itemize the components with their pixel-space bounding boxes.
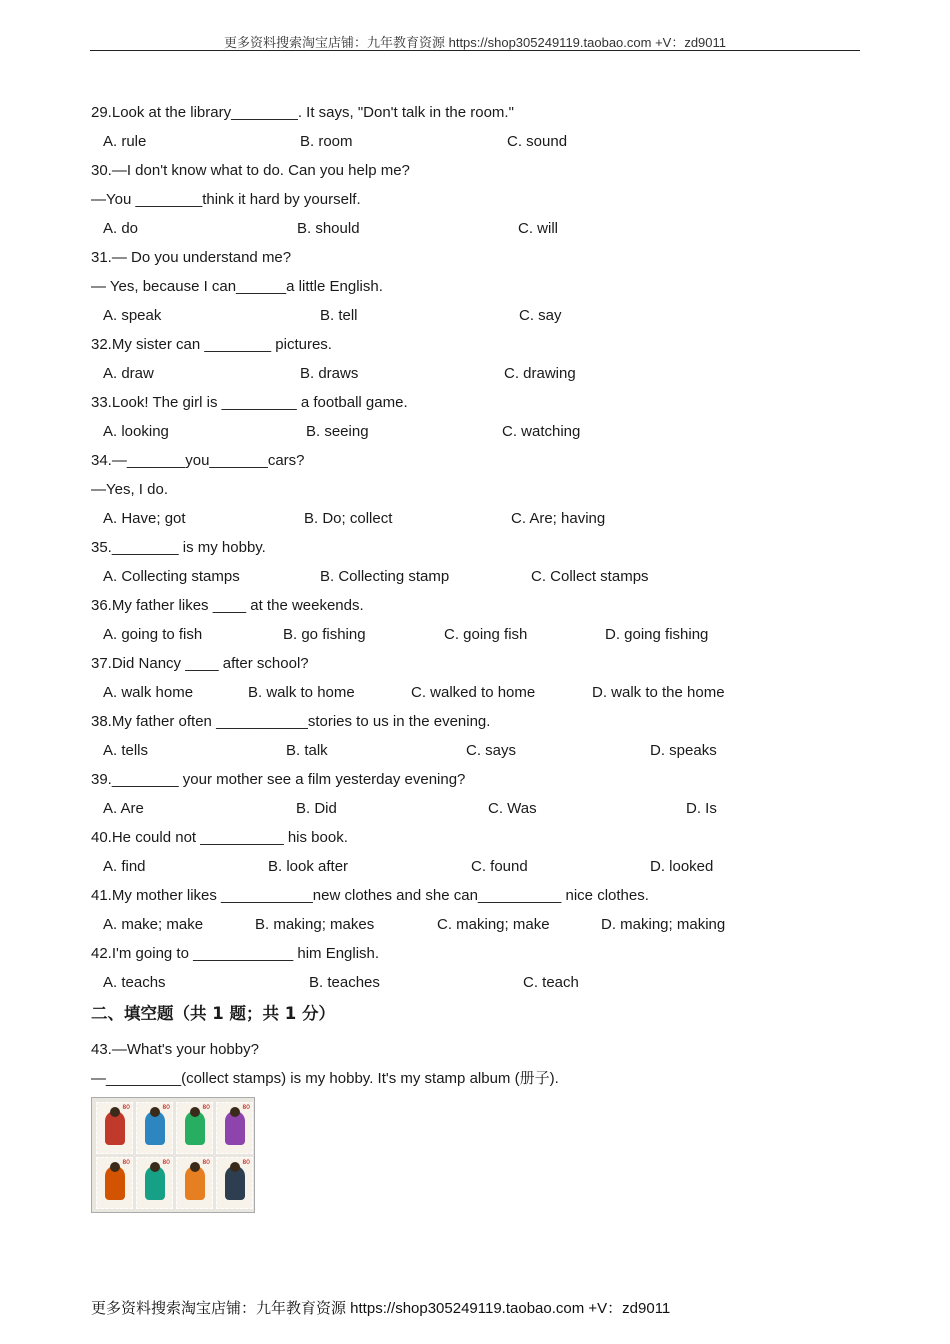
question-36-option-a[interactable]: A. going to fish [103, 626, 203, 643]
question-34-line-2: —Yes, I do. [91, 481, 168, 498]
question-41-option-a[interactable]: A. make; make [103, 916, 204, 933]
stamp-value-label: 80 [242, 1104, 250, 1111]
question-34-option-a[interactable]: A. Have; got [103, 510, 186, 527]
question-33-options [91, 417, 871, 446]
question-31-option-a[interactable]: A. speak [103, 307, 162, 324]
question-38-option-d[interactable]: D. speaks [650, 742, 717, 759]
question-34-option-b[interactable]: B. Do; collect [304, 510, 393, 527]
question-list [91, 98, 871, 1213]
question-42-option-b[interactable]: B. teaches [309, 974, 380, 991]
question-40-option-c[interactable]: C. found [471, 858, 528, 875]
question-31-option-c[interactable]: C. say [519, 307, 562, 324]
stamp-dancer-head [230, 1107, 240, 1117]
stamp-value-label: 80 [122, 1159, 130, 1166]
question-43-line-2: —_________(collect stamps) is my hobby. It's my stamp album (册子). [91, 1070, 559, 1087]
question-36-option-c[interactable]: C. going fish [444, 626, 528, 643]
question-35-option-a[interactable]: A. Collecting stamps [103, 568, 240, 585]
question-42-options [91, 968, 871, 997]
stamp-dancer-head [110, 1107, 120, 1117]
question-38-options [91, 736, 871, 765]
stamp-value-label: 80 [162, 1104, 170, 1111]
question-40-option-a[interactable]: A. find [103, 858, 146, 875]
question-35-option-c[interactable]: C. Collect stamps [531, 568, 649, 585]
question-35-line-1: 35.________ is my hobby. [91, 539, 266, 556]
question-32-option-b[interactable]: B. draws [300, 365, 359, 382]
question-41-line-1: 41.My mother likes ___________new clothes and she can__________ nice clothes. [91, 887, 649, 904]
stamp-2 [136, 1102, 173, 1154]
stamp-1 [96, 1102, 133, 1154]
question-36-option-d[interactable]: D. going fishing [605, 626, 709, 643]
question-36-options [91, 620, 871, 649]
stamp-5 [96, 1157, 133, 1209]
stamp-4 [216, 1102, 253, 1154]
question-29-line-1: 29.Look at the library________. It says, "Don't talk in the room." [91, 104, 514, 121]
question-41-option-b[interactable]: B. making; makes [255, 916, 375, 933]
question-38-option-a[interactable]: A. tells [103, 742, 149, 759]
question-32-option-a[interactable]: A. draw [103, 365, 154, 382]
question-37-options [91, 678, 871, 707]
question-34-options [91, 504, 871, 533]
question-34-line-1: 34.—_______you_______cars? [91, 452, 305, 469]
stamp-value-label: 80 [202, 1104, 210, 1111]
stamp-dancer-head [230, 1162, 240, 1172]
question-42-line-1: 42.I'm going to ____________ him English. [91, 945, 380, 962]
question-39-options [91, 794, 871, 823]
question-40-line-1: 40.He could not __________ his book. [91, 829, 348, 846]
question-30-options [91, 214, 871, 243]
page-header: 更多资料搜索淘宝店铺：九年教育资源 https://shop305249119.taobao.com +V：zd9011 [223, 35, 727, 50]
question-39-option-b[interactable]: B. Did [296, 800, 337, 817]
question-37-option-b[interactable]: B. walk to home [248, 684, 355, 701]
question-39-option-d[interactable]: D. Is [686, 800, 717, 817]
question-42-option-c[interactable]: C. teach [523, 974, 579, 991]
question-39-option-c[interactable]: C. Was [488, 800, 537, 817]
stamp-value-label: 80 [202, 1159, 210, 1166]
question-35-options [91, 562, 871, 591]
section-title: 二、填空题（共 1 题；共 1 分） [91, 1004, 335, 1023]
stamp-album-image [91, 1097, 255, 1213]
question-29-option-a[interactable]: A. rule [103, 133, 147, 150]
question-36-option-b[interactable]: B. go fishing [283, 626, 366, 643]
stamp-dancer-head [150, 1107, 160, 1117]
stamp-6 [136, 1157, 173, 1209]
page-footer: 更多资料搜索淘宝店铺：九年教育资源 https://shop305249119.taobao.com +V：zd9011 [91, 1300, 671, 1317]
question-43-line-1: 43.—What's your hobby? [91, 1041, 259, 1058]
question-41-option-c[interactable]: C. making; make [437, 916, 550, 933]
question-32-line-1: 32.My sister can ________ pictures. [91, 336, 332, 353]
stamp-dancer-head [190, 1162, 200, 1172]
question-40-options [91, 852, 871, 881]
question-37-option-c[interactable]: C. walked to home [411, 684, 536, 701]
question-36-line-1: 36.My father likes ____ at the weekends. [91, 597, 364, 614]
question-41-option-d[interactable]: D. making; making [601, 916, 726, 933]
question-31-options [91, 301, 871, 330]
question-34-option-c[interactable]: C. Are; having [511, 510, 606, 527]
question-30-option-a[interactable]: A. do [103, 220, 139, 237]
question-37-option-a[interactable]: A. walk home [103, 684, 194, 701]
question-39-line-1: 39.________ your mother see a film yesterday evening? [91, 771, 466, 788]
question-29-option-b[interactable]: B. room [300, 133, 353, 150]
question-33-option-a[interactable]: A. looking [103, 423, 169, 440]
question-30-option-b[interactable]: B. should [297, 220, 360, 237]
question-33-line-1: 33.Look! The girl is _________ a football game. [91, 394, 408, 411]
question-39-option-a[interactable]: A. Are [103, 800, 144, 817]
question-30-line-1: 30.—I don't know what to do. Can you help me? [91, 162, 410, 179]
question-41-options [91, 910, 871, 939]
question-42-option-a[interactable]: A. teachs [103, 974, 166, 991]
stamp-value-label: 80 [162, 1159, 170, 1166]
stamp-dancer-head [150, 1162, 160, 1172]
stamp-value-label: 80 [122, 1104, 130, 1111]
stamp-dancer-head [190, 1107, 200, 1117]
stamp-dancer-head [110, 1162, 120, 1172]
question-37-option-d[interactable]: D. walk to the home [592, 684, 725, 701]
stamp-3 [176, 1102, 213, 1154]
stamp-7 [176, 1157, 213, 1209]
question-40-option-b[interactable]: B. look after [268, 858, 349, 875]
question-32-option-c[interactable]: C. drawing [504, 365, 576, 382]
question-33-option-c[interactable]: C. watching [502, 423, 581, 440]
question-31-option-b[interactable]: B. tell [320, 307, 358, 324]
stamp-8 [216, 1157, 253, 1209]
question-35-option-b[interactable]: B. Collecting stamp [320, 568, 450, 585]
question-31-line-1: 31.— Do you understand me? [91, 249, 292, 266]
question-40-option-d[interactable]: D. looked [650, 858, 714, 875]
stamp-value-label: 80 [242, 1159, 250, 1166]
question-38-option-c[interactable]: C. says [466, 742, 517, 759]
question-31-line-2: — Yes, because I can______a little English. [91, 278, 383, 295]
header-divider [90, 50, 860, 51]
question-30-option-c[interactable]: C. will [518, 220, 558, 237]
question-32-options [91, 359, 871, 388]
question-38-line-1: 38.My father often ___________stories to us in the evening. [91, 713, 491, 730]
question-30-line-2: —You ________think it hard by yourself. [91, 191, 361, 208]
question-29-option-c[interactable]: C. sound [507, 133, 568, 150]
question-29-options [91, 127, 871, 156]
question-38-option-b[interactable]: B. talk [286, 742, 328, 759]
question-33-option-b[interactable]: B. seeing [306, 423, 369, 440]
question-37-line-1: 37.Did Nancy ____ after school? [91, 655, 309, 672]
